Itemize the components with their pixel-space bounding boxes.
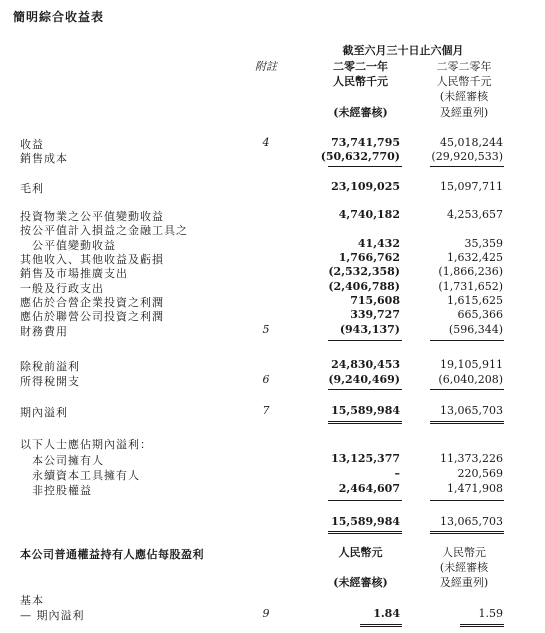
note-column-header: 附註 bbox=[255, 60, 277, 73]
row-associate-current: 339,727 bbox=[350, 308, 400, 321]
row-finance-costs-current: (943,137) bbox=[339, 323, 400, 336]
currency-prior-header: 人民幣千元 bbox=[436, 75, 492, 88]
row-fvtpl-label-2: 公平值變動收益 bbox=[32, 239, 116, 252]
row-finance-costs-note: 5 bbox=[262, 323, 270, 336]
eps-currency-prior: 人民幣元 bbox=[442, 546, 486, 559]
total-rule-prior-1 bbox=[430, 421, 504, 422]
subtotal-rule-current bbox=[328, 166, 402, 167]
row-nci-prior: 1,471,908 bbox=[447, 482, 503, 495]
row-pbt-prior: 19,105,911 bbox=[440, 358, 503, 371]
row-profit-note: 7 bbox=[262, 404, 270, 417]
audit-prior-header-1: (未經審核 bbox=[439, 90, 489, 103]
row-selling-prior: (1,866,236) bbox=[438, 265, 503, 278]
eps-audit-prior-1: (未經審核 bbox=[439, 561, 489, 574]
eps-basic-label: 基本 bbox=[20, 594, 44, 607]
row-tax-current: (9,240,469) bbox=[328, 373, 400, 386]
row-perpetual-label: 永續資本工具擁有人 bbox=[32, 469, 140, 482]
attributable-heading: 以下人士應佔期內溢利： bbox=[20, 438, 152, 451]
statement-title: 簡明綜合收益表 bbox=[13, 10, 105, 24]
row-jv-current: 715,608 bbox=[350, 294, 400, 307]
row-attributable-total-prior: 13,065,703 bbox=[440, 515, 503, 528]
subtotal-rule-prior bbox=[430, 166, 504, 167]
row-investment-property-current: 4,740,182 bbox=[338, 208, 400, 221]
year-current-header: 二零二一年 bbox=[333, 60, 388, 73]
row-jv-prior: 1,615,625 bbox=[447, 294, 503, 307]
row-finance-costs-prior: (596,344) bbox=[448, 323, 503, 336]
row-gross-profit-label: 毛利 bbox=[20, 182, 44, 195]
eps-audit-prior-2: 及經重列) bbox=[439, 576, 489, 589]
row-tax-note: 6 bbox=[262, 373, 270, 386]
total-rule-prior-1 bbox=[430, 531, 504, 532]
row-nci-label: 非控股權益 bbox=[32, 484, 92, 497]
row-other-income-current: 1,766,762 bbox=[338, 251, 400, 264]
eps-currency-current: 人民幣元 bbox=[338, 546, 383, 559]
row-profit-prior: 13,065,703 bbox=[440, 404, 503, 417]
audit-prior-header-2: 及經重列) bbox=[439, 106, 489, 119]
row-other-income-prior: 1,632,425 bbox=[447, 251, 503, 264]
row-gross-profit-current: 23,109,025 bbox=[331, 180, 400, 193]
row-investment-property-prior: 4,253,657 bbox=[447, 208, 503, 221]
subtotal-rule-prior bbox=[430, 340, 504, 341]
row-cost-of-sales-prior: (29,920,533) bbox=[431, 150, 503, 163]
subtotal-rule-prior bbox=[430, 500, 504, 501]
row-pbt-current: 24,830,453 bbox=[331, 358, 400, 371]
row-fvtpl-current: 41,432 bbox=[357, 237, 400, 250]
row-profit-current: 15,589,984 bbox=[331, 404, 400, 417]
eps-heading: 本公司普通權益持有人應佔每股盈利 bbox=[20, 548, 204, 561]
row-fvtpl-label-1: 按公平值計入損益之金融工具之 bbox=[20, 224, 188, 237]
row-perpetual-prior: 220,569 bbox=[457, 467, 503, 480]
row-selling-current: (2,532,358) bbox=[328, 265, 400, 278]
row-tax-label: 所得稅開支 bbox=[20, 375, 80, 388]
row-tax-prior: (6,040,208) bbox=[438, 373, 503, 386]
row-perpetual-current: – bbox=[394, 467, 400, 480]
total-rule-current-2 bbox=[328, 533, 402, 534]
eps-basic-current: 1.84 bbox=[373, 607, 400, 620]
row-jv-label: 應佔於合營企業投資之利潤 bbox=[20, 296, 164, 309]
row-fvtpl-prior: 35,359 bbox=[464, 237, 503, 250]
row-revenue-label: 收益 bbox=[20, 138, 44, 151]
row-finance-costs-label: 財務費用 bbox=[20, 325, 68, 338]
row-revenue-note: 4 bbox=[262, 136, 270, 149]
eps-total-rule-prior-2 bbox=[460, 626, 504, 627]
total-rule-prior-2 bbox=[430, 533, 504, 534]
total-rule-prior-2 bbox=[430, 423, 504, 424]
subtotal-rule-current bbox=[328, 340, 402, 341]
eps-basic-prior: 1.59 bbox=[478, 607, 503, 620]
row-attributable-total-current: 15,589,984 bbox=[331, 515, 400, 528]
year-prior-header: 二零二零年 bbox=[436, 60, 492, 73]
subtotal-rule-current bbox=[328, 389, 402, 390]
eps-total-rule-prior-1 bbox=[460, 624, 504, 625]
row-revenue-prior: 45,018,244 bbox=[440, 136, 503, 149]
eps-total-rule-current-2 bbox=[360, 626, 402, 627]
eps-total-rule-current-1 bbox=[360, 624, 402, 625]
row-profit-label: 期內溢利 bbox=[20, 406, 68, 419]
row-associate-prior: 665,366 bbox=[457, 308, 503, 321]
row-gross-profit-prior: 15,097,711 bbox=[440, 180, 503, 193]
row-admin-current: (2,406,788) bbox=[328, 280, 400, 293]
row-nci-current: 2,464,607 bbox=[338, 482, 400, 495]
row-owners-prior: 11,373,226 bbox=[440, 452, 503, 465]
row-cost-of-sales-label: 銷售成本 bbox=[20, 152, 68, 165]
row-investment-property-label: 投資物業之公平值變動收益 bbox=[20, 210, 164, 223]
eps-audit-current: (未經審核) bbox=[333, 576, 388, 589]
row-admin-label: 一般及行政支出 bbox=[20, 282, 104, 295]
subtotal-rule-current bbox=[328, 500, 402, 501]
row-selling-label: 銷售及市場推廣支出 bbox=[20, 267, 128, 280]
row-admin-prior: (1,731,652) bbox=[438, 280, 503, 293]
eps-basic-note: 9 bbox=[262, 607, 270, 620]
audit-current-header: (未經審核) bbox=[333, 106, 388, 119]
row-pbt-label: 除稅前溢利 bbox=[20, 360, 80, 373]
row-owners-label: 本公司擁有人 bbox=[32, 454, 104, 467]
total-rule-current-2 bbox=[328, 423, 402, 424]
row-other-income-label: 其他收入、其他收益及虧損 bbox=[20, 253, 164, 266]
currency-current-header: 人民幣千元 bbox=[333, 75, 388, 88]
row-owners-current: 13,125,377 bbox=[331, 452, 400, 465]
total-rule-current-1 bbox=[328, 421, 402, 422]
period-header: 截至六月三十日止六個月 bbox=[342, 44, 464, 57]
total-rule-current-1 bbox=[328, 531, 402, 532]
subtotal-rule-prior bbox=[430, 389, 504, 390]
row-revenue-current: 73,741,795 bbox=[331, 136, 400, 149]
eps-basic-row-label: — 期內溢利 bbox=[20, 609, 85, 622]
row-cost-of-sales-current: (50,632,770) bbox=[320, 150, 400, 163]
row-associate-label: 應佔於聯營公司投資之利潤 bbox=[20, 310, 164, 323]
